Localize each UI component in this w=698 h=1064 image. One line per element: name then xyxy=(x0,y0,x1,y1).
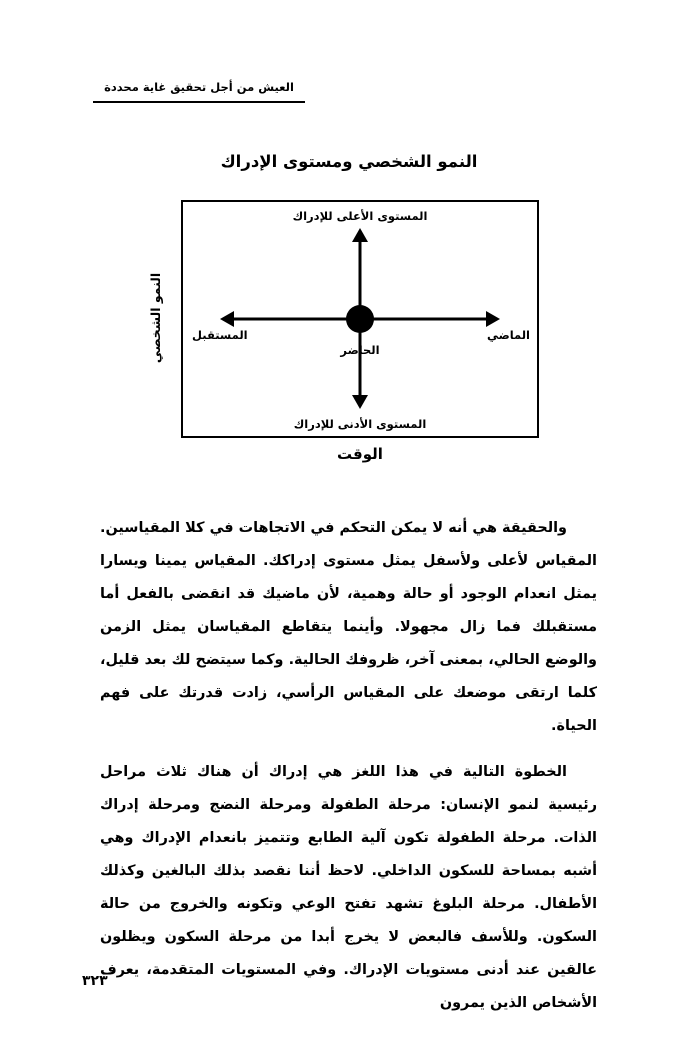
arrow-down-icon xyxy=(352,395,368,409)
header-divider xyxy=(93,101,305,103)
body-text xyxy=(100,512,597,1020)
figure-y-axis-label: النمو الشخصي xyxy=(148,272,163,364)
label-future: المستقبل xyxy=(192,328,248,342)
arrow-left-icon xyxy=(220,311,234,327)
origin-dot-icon xyxy=(346,305,374,333)
label-lowest-awareness: المستوى الأدنى للإدراك xyxy=(293,417,427,431)
arrow-up-icon xyxy=(352,228,368,242)
paragraph: الخطوة التالية في هذا اللغز هي إدراك أن هناك ثلاث مراحل رئيسية لنمو الإنسان: مرحلة الطفولة ومرحلة النضج ومرحلة إدراك الذات. مرحلة الطفولة تكون آلية الطابع وتتميز بانعدام الإدراك وهي أشبه بمساحة للسكون الداخلي. لاحظ أننا نقصد بذلك البالغين وكذلك الأطفال. مرحلة البلوغ تشهد تفتح الوعي وتكونه والخروج من حالة السكون. وللأسف فالبعض لا يخرج أبدا من مرحلة السكون ويظلون عالقين عند أدنى مستويات الإدراك. وفي المستويات المتقدمة، يعرف الأشخاص الذين يمرون xyxy=(100,764,597,1011)
label-highest-awareness: المستوى الأعلى للإدراك xyxy=(292,209,428,223)
label-past: الماضي xyxy=(486,328,530,342)
figure-title: النمو الشخصي ومستوى الإدراك xyxy=(220,152,478,171)
figure-diagram xyxy=(181,200,539,438)
arrow-right-icon xyxy=(486,311,500,327)
figure-x-axis-label: الوقت xyxy=(337,445,383,463)
paragraph: والحقيقة هي أنه لا يمكن التحكم في الاتجاهات في كلا المقياسين. المقياس لأعلى ولأسفل يمثل مستوى إدراكك. المقياس يمينا ويسارا يمثل انعدام الوجود أو حالة وهمية، لأن ماضيك قد انقضى بالفعل أما مستقبلك فما زال مجهولا. وأينما يتقاطع المقياسان يمثل الزمن والوضع الحالي، بمعنى آخر، ظروفك الحالية. وكما سيتضح لك بعد قليل، كلما ارتقى موضعك على المقياس الرأسي، زادت قدرتك على فهم الحياة. xyxy=(100,520,597,734)
label-present: الحاضر xyxy=(340,343,380,357)
page-number: ٣٢٣ xyxy=(82,973,108,989)
running-header: العيش من أجل تحقيق غاية محددة xyxy=(104,80,294,94)
